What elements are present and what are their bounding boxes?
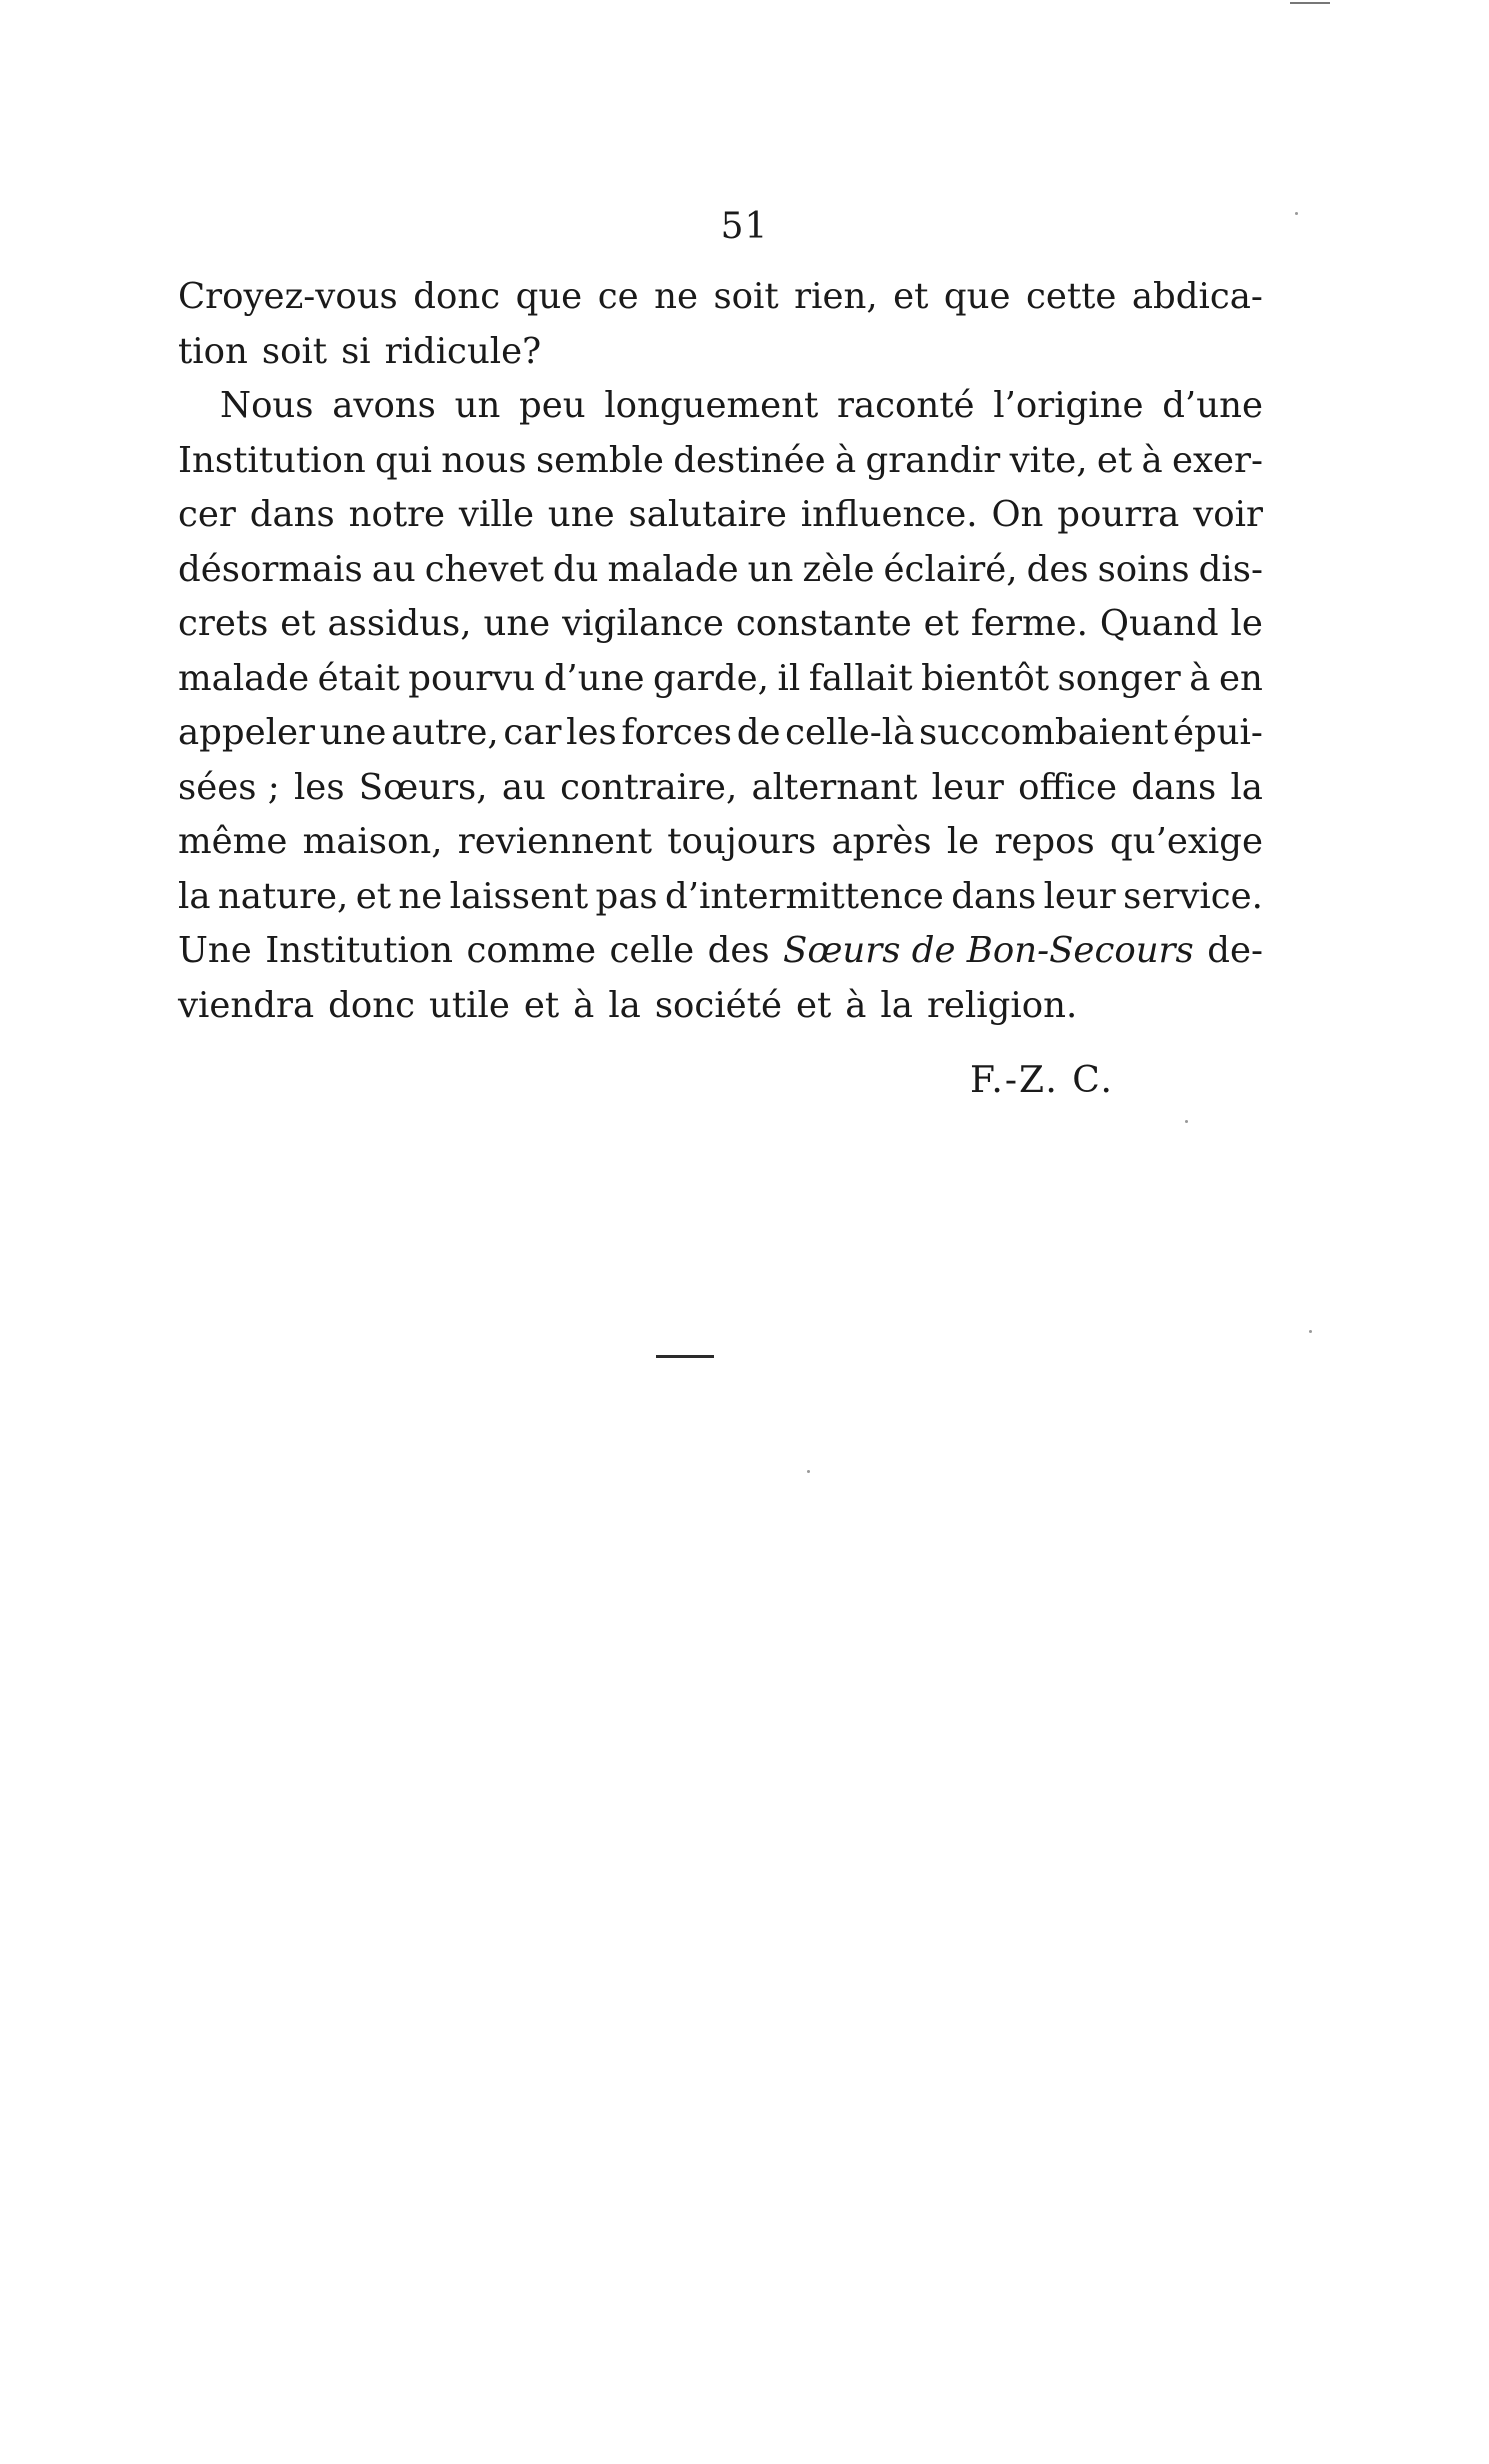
word: leur xyxy=(1043,875,1116,917)
word: et xyxy=(355,875,392,917)
word: garde, xyxy=(653,657,769,699)
word: à xyxy=(1141,439,1163,481)
word: ce xyxy=(597,276,639,317)
word: Sœurs de Bon-Secours xyxy=(783,930,1194,971)
word: Nous xyxy=(220,385,314,426)
paper-speck xyxy=(1185,1120,1188,1123)
text-line xyxy=(178,924,1263,979)
word: soit xyxy=(713,276,779,317)
text-line xyxy=(178,652,1263,707)
word: zèle xyxy=(802,548,875,590)
word: influence. xyxy=(800,494,978,535)
word: la xyxy=(880,984,913,1026)
word: exer- xyxy=(1171,439,1263,481)
paper-speck xyxy=(807,1470,810,1473)
word: vigilance xyxy=(562,603,724,644)
word: d’une xyxy=(1162,385,1263,426)
word: dans xyxy=(951,875,1037,917)
word: constante xyxy=(735,603,912,644)
scan-edge-mark xyxy=(1290,2,1330,4)
word: semble xyxy=(535,439,664,481)
word: la xyxy=(1230,766,1263,808)
word: viendra xyxy=(178,984,315,1026)
word: l’origine xyxy=(993,385,1144,426)
word: de xyxy=(736,712,781,753)
word: autre, xyxy=(391,712,499,753)
word: songer xyxy=(1057,657,1181,699)
word: cette xyxy=(1025,276,1117,317)
word: les xyxy=(293,766,345,808)
word: au xyxy=(501,766,546,808)
word: salutaire xyxy=(628,494,787,535)
word: assidus, xyxy=(327,603,472,644)
text-line xyxy=(178,488,1263,543)
word: une xyxy=(319,712,387,753)
word: contraire, xyxy=(560,766,738,808)
word: malade xyxy=(607,548,739,590)
word: un xyxy=(747,548,794,590)
word: épui- xyxy=(1172,712,1263,753)
word: religion. xyxy=(926,984,1078,1026)
word: maison, xyxy=(302,821,443,862)
word: soins xyxy=(1097,548,1190,590)
word: leur xyxy=(931,766,1004,808)
word: après xyxy=(831,821,932,862)
word: donc xyxy=(328,984,415,1026)
word: de- xyxy=(1207,930,1263,971)
word: ville xyxy=(458,494,535,535)
word: dans xyxy=(1131,766,1217,808)
text-line xyxy=(178,379,1263,434)
text-line xyxy=(178,270,1263,325)
word: rien, xyxy=(794,276,878,317)
text-line xyxy=(178,815,1263,870)
word: une xyxy=(547,494,615,535)
word: celle xyxy=(609,930,695,971)
word: et xyxy=(523,984,560,1026)
word: qu’exige xyxy=(1109,821,1263,862)
text-line xyxy=(178,706,1263,761)
text-line xyxy=(178,597,1263,652)
word: des xyxy=(1026,548,1089,590)
word: société xyxy=(654,984,782,1026)
word: abdica- xyxy=(1131,276,1263,317)
word: voir xyxy=(1193,494,1263,535)
word: à xyxy=(573,984,595,1026)
word: et xyxy=(795,984,832,1026)
word: ridicule? xyxy=(384,330,542,372)
word: Croyez-vous xyxy=(178,276,398,317)
word: succombaient xyxy=(918,712,1169,753)
word: utile xyxy=(429,984,510,1026)
word: nature, xyxy=(217,875,349,917)
word: chevet xyxy=(424,548,544,590)
word: grandir xyxy=(865,439,1001,481)
word: dans xyxy=(249,494,335,535)
word: si xyxy=(341,330,371,372)
word: notre xyxy=(348,494,446,535)
word: à xyxy=(1189,657,1211,699)
word: d’une xyxy=(543,657,645,699)
word: nous xyxy=(441,439,527,481)
word: donc xyxy=(413,276,501,317)
word: d’intermittence xyxy=(665,875,944,917)
text-line xyxy=(178,543,1263,598)
word: raconté xyxy=(837,385,975,426)
word: que xyxy=(515,276,583,317)
word: Institution xyxy=(178,439,366,481)
word: avons xyxy=(332,385,436,426)
word: crets xyxy=(178,603,269,644)
word: ferme. xyxy=(970,603,1088,644)
word: comme xyxy=(466,930,597,971)
word: dis- xyxy=(1198,548,1263,590)
word: destinée xyxy=(673,439,826,481)
word: ne xyxy=(398,875,443,917)
word: en xyxy=(1219,657,1263,699)
word: cer xyxy=(178,494,236,535)
body-text xyxy=(178,270,1263,1033)
word: le xyxy=(1230,603,1263,644)
word: pourvu xyxy=(408,657,536,699)
word: Institution xyxy=(265,930,453,971)
word: il xyxy=(777,657,801,699)
word: toujours xyxy=(667,821,817,862)
word: était xyxy=(317,657,400,699)
word: du xyxy=(552,548,599,590)
paper-speck xyxy=(1309,1330,1312,1333)
word: au xyxy=(371,548,416,590)
word: repos xyxy=(994,821,1095,862)
word: peu xyxy=(519,385,586,426)
word: reviennent xyxy=(457,821,653,862)
word: fallait xyxy=(808,657,913,699)
word: appeler xyxy=(178,712,315,753)
word: une xyxy=(483,603,551,644)
word: même xyxy=(178,821,288,862)
word: forces xyxy=(621,712,733,753)
word: éclairé, xyxy=(883,548,1018,590)
word: soit xyxy=(261,330,328,372)
word: à xyxy=(845,984,867,1026)
word: et xyxy=(893,276,929,317)
text-line xyxy=(178,761,1263,816)
word: ne xyxy=(654,276,698,317)
word: service. xyxy=(1123,875,1263,917)
word: car xyxy=(503,712,562,753)
word: On xyxy=(991,494,1044,535)
word: à xyxy=(835,439,857,481)
word: la xyxy=(178,875,211,917)
word: sées ; xyxy=(178,766,280,808)
word: malade xyxy=(178,657,310,699)
word: le xyxy=(946,821,980,862)
word: pas xyxy=(595,875,658,917)
word: désormais xyxy=(178,548,363,590)
word: Sœurs, xyxy=(358,766,488,808)
word: Quand xyxy=(1099,603,1219,644)
text-line xyxy=(178,434,1263,489)
word: qui xyxy=(375,439,432,481)
word: et xyxy=(280,603,316,644)
word: tion xyxy=(178,330,248,372)
word: des xyxy=(707,930,770,971)
word: vite, xyxy=(1009,439,1088,481)
word: alternant xyxy=(751,766,918,808)
text-line xyxy=(178,325,1263,380)
word: la xyxy=(608,984,641,1026)
word: un xyxy=(454,385,501,426)
word: bientôt xyxy=(921,657,1049,699)
word: que xyxy=(943,276,1011,317)
paper-speck xyxy=(1295,212,1298,215)
word: et xyxy=(1096,439,1133,481)
word: les xyxy=(566,712,617,753)
end-rule xyxy=(656,1355,714,1358)
word: Une xyxy=(178,930,252,971)
word: longuement xyxy=(604,385,819,426)
word: et xyxy=(923,603,959,644)
word: office xyxy=(1018,766,1117,808)
word: pourra xyxy=(1057,494,1180,535)
page-number: 51 xyxy=(720,206,769,247)
word: laissent xyxy=(449,875,589,917)
word: celle-là xyxy=(785,712,915,753)
text-line xyxy=(178,979,1263,1034)
author-signature: F.-Z. C. xyxy=(970,1060,1114,1101)
text-line xyxy=(178,870,1263,925)
